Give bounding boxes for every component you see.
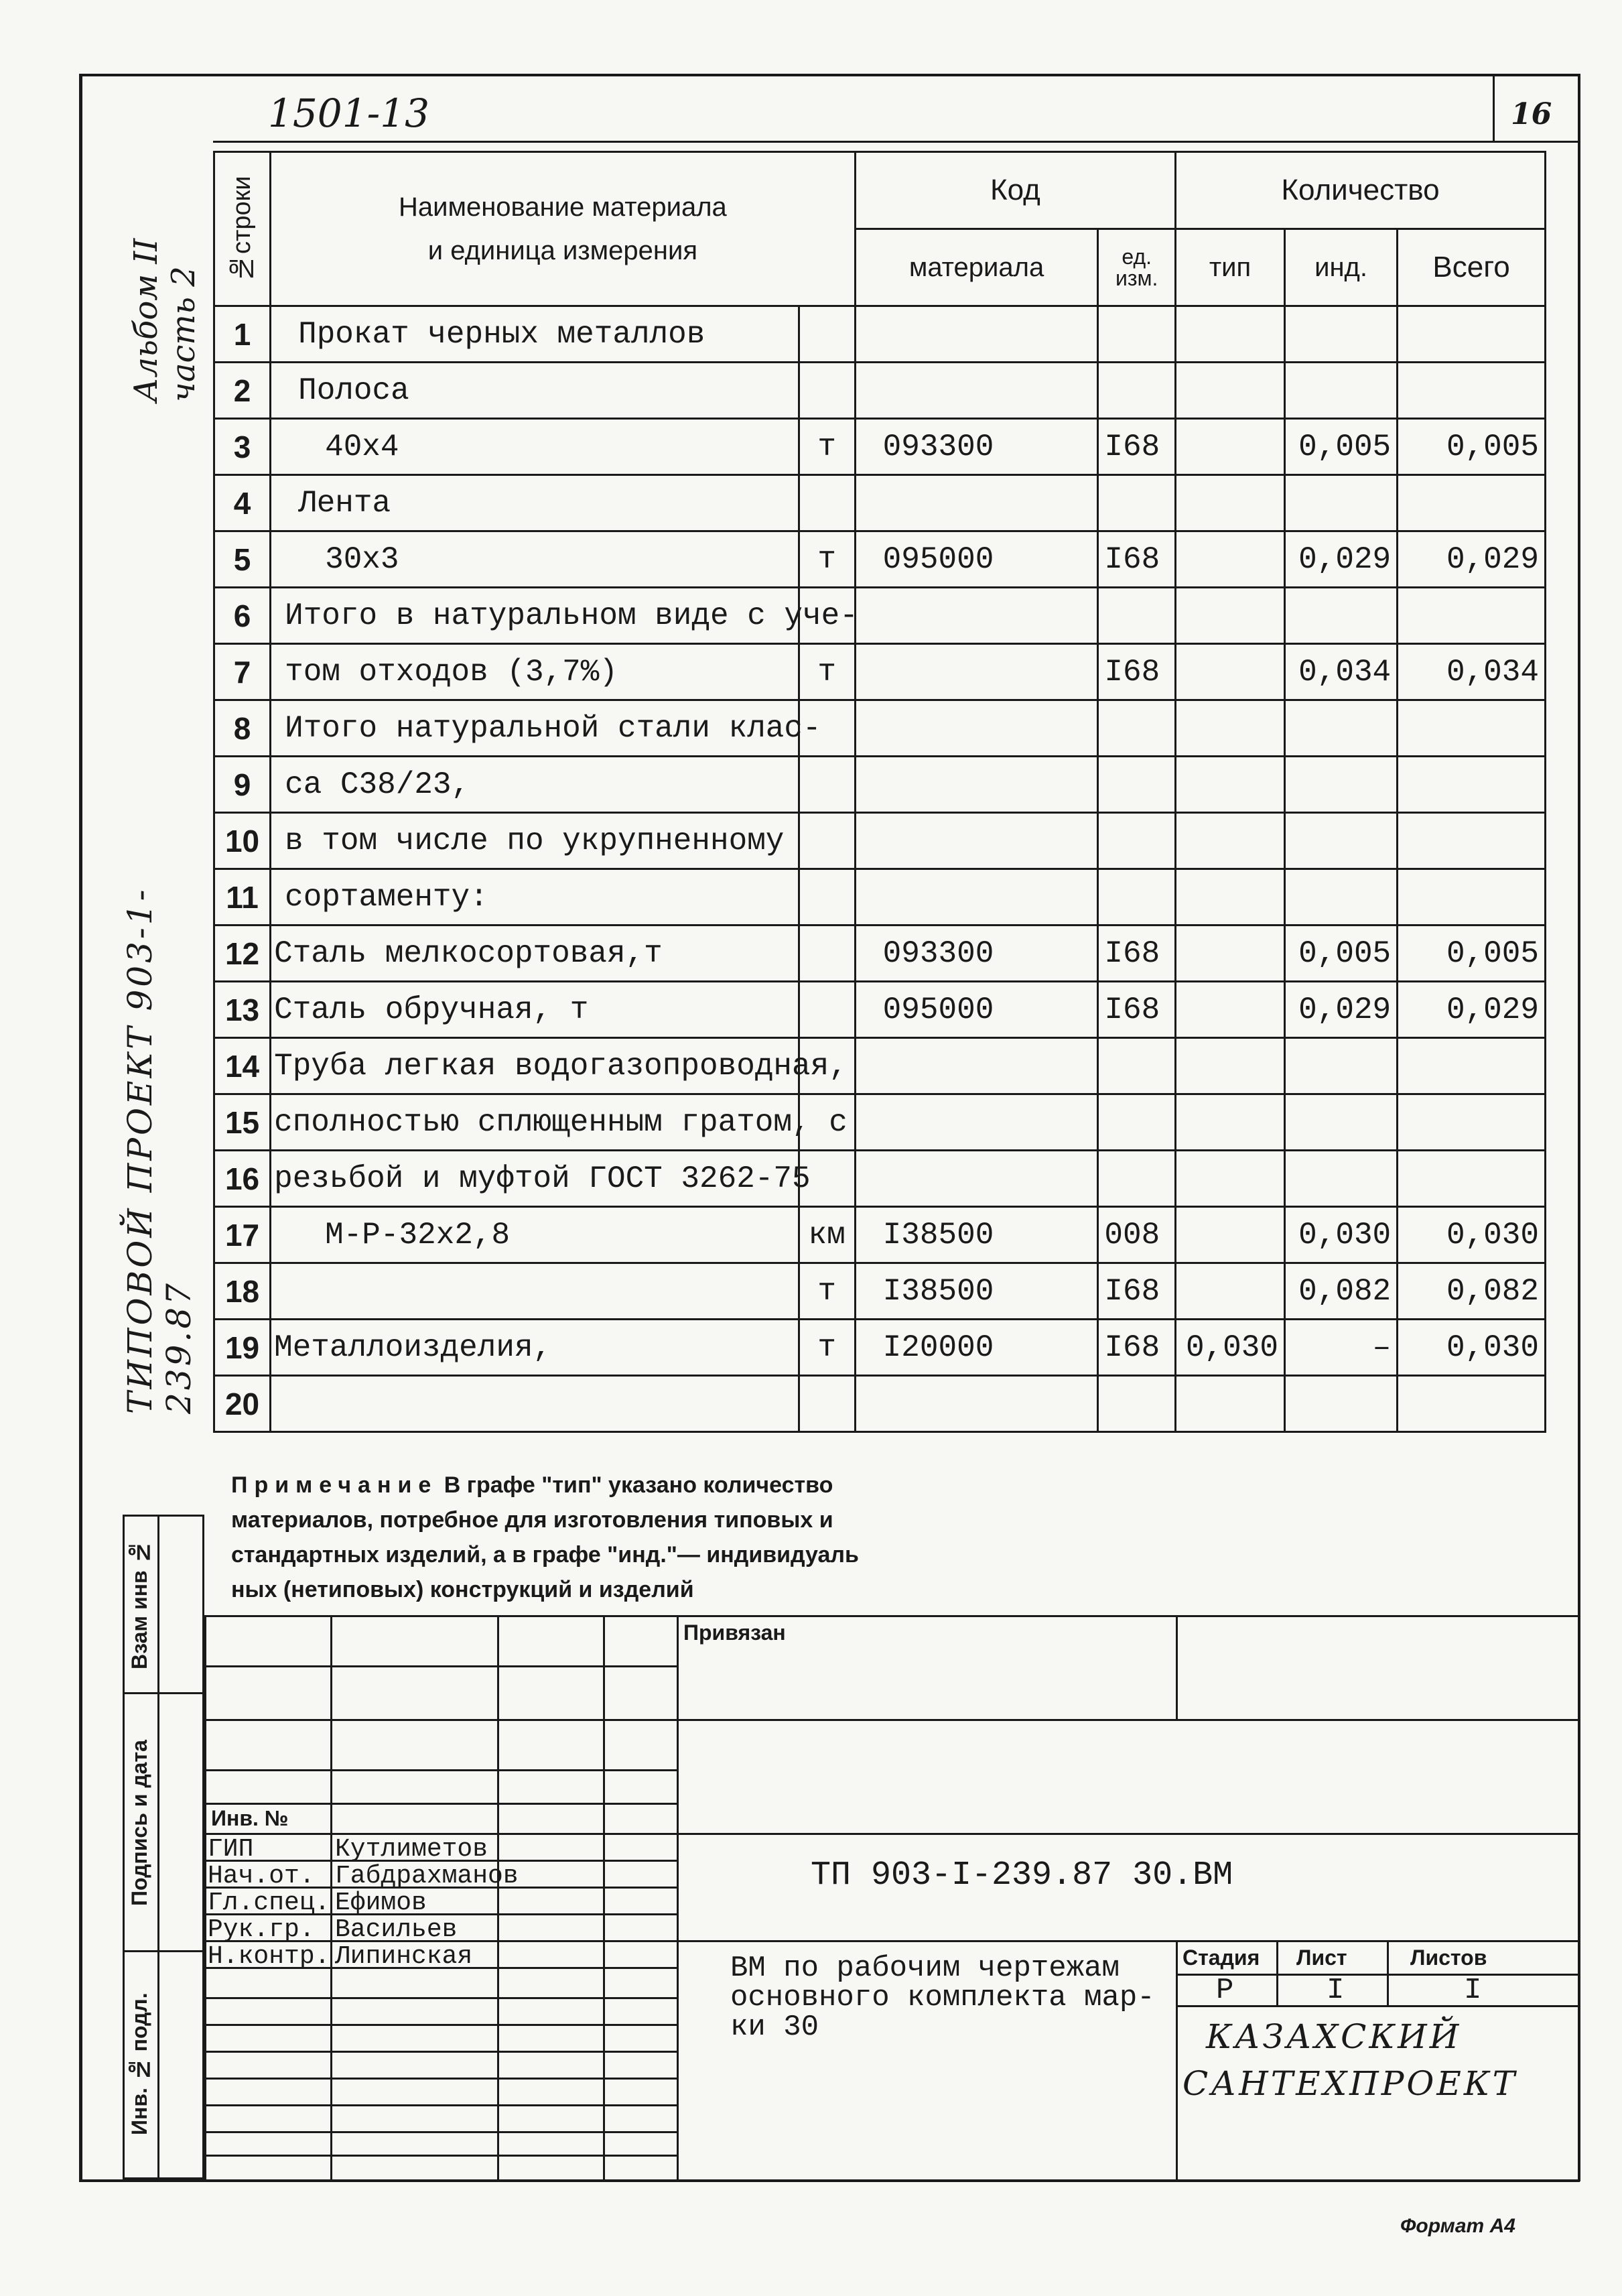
header-row-no: №строки [214, 152, 271, 306]
sig-hline-16 [204, 2155, 677, 2157]
qty-type [1176, 1151, 1285, 1207]
material-name: 40x4 [271, 419, 799, 475]
qty-type [1176, 813, 1285, 869]
material-name: М-Р-32x2,8 [271, 1207, 799, 1263]
measure-unit [799, 475, 855, 531]
person-name: Васильев [335, 1915, 458, 1944]
sig-hline-13 [204, 2078, 677, 2080]
unit-code: I68 [1098, 419, 1176, 475]
org-line-2: САНТЕХПРОЕКТ [1182, 2064, 1517, 2103]
table-row [214, 1038, 1546, 1094]
table-row [214, 1320, 1546, 1376]
row-number: 12 [214, 926, 271, 982]
header-ind: инд. [1284, 229, 1397, 306]
note-line-4: ных (нетиповых) конструкций и изделий [231, 1577, 694, 1602]
page-number: 16 [1511, 97, 1552, 131]
unit-code [1098, 700, 1176, 757]
table-row [214, 813, 1546, 869]
qty-total [1398, 1376, 1546, 1432]
note-line-2: материалов, потребное для изготовления типовых и [231, 1507, 833, 1533]
table-row [214, 588, 1546, 644]
row-number: 8 [214, 700, 271, 757]
qty-ind: 0,034 [1284, 644, 1397, 700]
qty-total [1398, 700, 1546, 757]
row-number: 20 [214, 1376, 271, 1432]
header-name: Наименование материала и единица измерения [271, 152, 856, 306]
material-name: Полоса [271, 363, 799, 419]
row-number: 7 [214, 644, 271, 700]
material-code [855, 644, 1098, 700]
row-number: 1 [214, 306, 271, 363]
person-role: ГИП [208, 1835, 254, 1864]
stage-value: Р [1216, 1974, 1234, 2007]
header-material: материала [855, 229, 1098, 306]
measure-unit [799, 363, 855, 419]
material-code: I20000 [855, 1320, 1098, 1376]
material-name: са С38/23, [271, 757, 799, 813]
row-number: 18 [214, 1263, 271, 1320]
row-number: 3 [214, 419, 271, 475]
sig-hline-2 [204, 1769, 677, 1771]
sig-hline-12 [204, 2051, 677, 2053]
row-number: 15 [214, 1094, 271, 1151]
material-name: Прокат черных металлов [271, 306, 799, 363]
qty-ind [1284, 1038, 1397, 1094]
stage-vline-1 [1276, 1940, 1278, 2007]
qty-total: 0,005 [1398, 419, 1546, 475]
row-number: 2 [214, 363, 271, 419]
material-code [855, 757, 1098, 813]
table-row [214, 982, 1546, 1038]
unit-code [1098, 306, 1176, 363]
qty-ind [1284, 1376, 1397, 1432]
table-row [214, 363, 1546, 419]
qty-type [1176, 869, 1285, 926]
person-role: Н.контр. [208, 1942, 330, 1971]
unit-code [1098, 813, 1176, 869]
table-row [214, 1263, 1546, 1320]
person-name: Габдрахманов [335, 1862, 519, 1891]
material-name: Итого натуральной стали клас- [271, 700, 799, 757]
qty-ind: 0,005 [1284, 926, 1397, 982]
qty-total: 0,034 [1398, 644, 1546, 700]
doc-description: ВМ по рабочим чертежам основного комплекта мар-ки 30 [730, 1952, 1155, 2044]
person-role: Нач.от. [208, 1862, 315, 1891]
measure-unit: т [799, 644, 855, 700]
qty-ind: 0,082 [1284, 1263, 1397, 1320]
sig-hline-11 [204, 2024, 677, 2026]
person-role: Рук.гр. [208, 1915, 315, 1944]
measure-unit: т [799, 1263, 855, 1320]
material-code [855, 869, 1098, 926]
table-row [214, 1207, 1546, 1263]
header-code: Код [855, 152, 1175, 229]
album-annotation: Альбом II часть 2 [127, 238, 202, 402]
person-name: Ефимов [335, 1889, 427, 1917]
sheets-label: Листов [1410, 1946, 1487, 1970]
qty-total: 0,029 [1398, 982, 1546, 1038]
material-code: 095000 [855, 982, 1098, 1038]
table-row [214, 475, 1546, 531]
sheet-label: Лист [1296, 1946, 1347, 1970]
qty-ind [1284, 588, 1397, 644]
vzam-label: Взам инв № [127, 1540, 151, 1670]
row-number: 17 [214, 1207, 271, 1263]
material-code [855, 363, 1098, 419]
material-name: сортаменту: [271, 869, 799, 926]
measure-unit [799, 306, 855, 363]
qty-total [1398, 1038, 1546, 1094]
measure-unit [799, 869, 855, 926]
header-type: тип [1176, 229, 1285, 306]
tb-hline-desc [677, 1940, 1580, 1942]
qty-total [1398, 1151, 1546, 1207]
measure-unit: км [799, 1207, 855, 1263]
measure-unit: т [799, 1320, 855, 1376]
unit-code: I68 [1098, 926, 1176, 982]
tb-vline-stage [1176, 1940, 1178, 2181]
qty-type [1176, 1263, 1285, 1320]
material-code [855, 475, 1098, 531]
sig-hline-15 [204, 2131, 677, 2133]
qty-total: 0,005 [1398, 926, 1546, 982]
unit-code [1098, 363, 1176, 419]
tb-hline-code [677, 1833, 1580, 1835]
qty-total [1398, 363, 1546, 419]
sig-hline-1 [204, 1719, 677, 1721]
page-number-divider [1493, 75, 1495, 142]
stage-label: Стадия [1182, 1946, 1260, 1970]
material-code [855, 700, 1098, 757]
qty-total [1398, 475, 1546, 531]
qty-type [1176, 588, 1285, 644]
qty-type [1176, 1038, 1285, 1094]
person-role: Гл.спец. [208, 1889, 330, 1917]
material-name: Лента [271, 475, 799, 531]
podpis-label: Подпись и дата [127, 1740, 151, 1906]
inv-no-label: Инв. № [211, 1806, 289, 1830]
qty-type [1176, 700, 1285, 757]
material-name: резьбой и муфтой ГОСТ 3262-75 [271, 1151, 799, 1207]
unit-code [1098, 588, 1176, 644]
measure-unit [799, 813, 855, 869]
qty-total: 0,082 [1398, 1263, 1546, 1320]
sig-hline-10 [204, 1997, 677, 1999]
material-code: 093300 [855, 419, 1098, 475]
frame-top [79, 74, 1580, 76]
row-number: 14 [214, 1038, 271, 1094]
table-row [214, 644, 1546, 700]
doc-code: ТП 903-I-239.87 30.ВМ [811, 1856, 1233, 1895]
org-line-1: КАЗАХСКИЙ [1206, 2017, 1462, 2056]
sig-vline-4 [677, 1615, 679, 2181]
qty-type [1176, 926, 1285, 982]
qty-type [1176, 306, 1285, 363]
sig-vline-1 [330, 1615, 332, 2181]
stage-hline-1 [1176, 1974, 1580, 1976]
qty-type [1176, 644, 1285, 700]
qty-type [1176, 757, 1285, 813]
qty-ind [1284, 1151, 1397, 1207]
row-number: 6 [214, 588, 271, 644]
row-number: 19 [214, 1320, 271, 1376]
row-number: 5 [214, 531, 271, 588]
header-unit: ед. изм. [1098, 229, 1176, 306]
tb-vline-privyazan [1176, 1615, 1178, 1721]
table-row [214, 700, 1546, 757]
qty-ind: 0,005 [1284, 419, 1397, 475]
measure-unit [799, 982, 855, 1038]
note [231, 1468, 859, 1607]
material-name: 30x3 [271, 531, 799, 588]
qty-total: 0,030 [1398, 1207, 1546, 1263]
table-row [214, 1094, 1546, 1151]
sheet-value: I [1327, 1974, 1345, 2007]
note-label: Примечание [231, 1472, 438, 1498]
unit-code [1098, 1094, 1176, 1151]
tb-hline-privyazan [677, 1719, 1580, 1721]
unit-code [1098, 1376, 1176, 1432]
unit-code: I68 [1098, 982, 1176, 1038]
material-code [855, 813, 1098, 869]
qty-total [1398, 757, 1546, 813]
qty-ind [1284, 869, 1397, 926]
material-name: Сталь мелкосортовая,т [271, 926, 799, 982]
frame-left [79, 74, 82, 2181]
qty-ind [1284, 363, 1397, 419]
side-stamp-row1 [123, 1692, 204, 1694]
table-row [214, 1151, 1546, 1207]
row-number: 4 [214, 475, 271, 531]
qty-type [1176, 363, 1285, 419]
qty-total: 0,030 [1398, 1320, 1546, 1376]
measure-unit [799, 1376, 855, 1432]
project-annotation: ТИПОВОЙ ПРОЕКТ 903-1-239.87 [121, 887, 198, 1414]
material-name: Металлоизделия, [271, 1320, 799, 1376]
note-line-1: В графе "тип" указано количество [444, 1472, 833, 1498]
qty-ind: 0,029 [1284, 982, 1397, 1038]
privyazan-label: Привязан [683, 1620, 786, 1645]
sig-hline-3 [204, 1803, 677, 1805]
header-total: Всего [1398, 229, 1546, 306]
material-code [855, 1151, 1098, 1207]
table-row [214, 869, 1546, 926]
unit-code [1098, 757, 1176, 813]
material-code [855, 1094, 1098, 1151]
unit-code: 008 [1098, 1207, 1176, 1263]
qty-type: 0,030 [1176, 1320, 1285, 1376]
table-row [214, 926, 1546, 982]
table-row [214, 757, 1546, 813]
qty-ind [1284, 475, 1397, 531]
measure-unit [799, 926, 855, 982]
qty-total [1398, 1094, 1546, 1151]
sig-hline-14 [204, 2104, 677, 2106]
stage-hline-2 [1176, 2005, 1580, 2007]
row-number: 16 [214, 1151, 271, 1207]
table-row [214, 419, 1546, 475]
qty-type [1176, 1376, 1285, 1432]
sheet-code: 1501-13 [268, 90, 430, 136]
qty-ind [1284, 700, 1397, 757]
material-name: том отходов (3,7%) [271, 644, 799, 700]
material-code [855, 1376, 1098, 1432]
unit-code [1098, 1151, 1176, 1207]
material-code: I38500 [855, 1207, 1098, 1263]
sig-hline-0 [204, 1665, 677, 1667]
material-code: 095000 [855, 531, 1098, 588]
side-stamp-divider [157, 1515, 159, 2179]
person-name: Кутлиметов [335, 1835, 488, 1864]
table-row [214, 306, 1546, 363]
qty-ind: 0,030 [1284, 1207, 1397, 1263]
qty-ind: 0,029 [1284, 531, 1397, 588]
qty-type [1176, 475, 1285, 531]
qty-type [1176, 531, 1285, 588]
table-row [214, 531, 1546, 588]
qty-ind [1284, 306, 1397, 363]
side-stamp-row2 [123, 1950, 204, 1952]
measure-unit [799, 757, 855, 813]
format-label: Формат А4 [1400, 2215, 1515, 2237]
unit-code: I68 [1098, 1263, 1176, 1320]
row-number: 9 [214, 757, 271, 813]
qty-type [1176, 1094, 1285, 1151]
qty-total: 0,029 [1398, 531, 1546, 588]
material-name [271, 1376, 799, 1432]
header-divider [213, 141, 1580, 143]
sig-vline-2 [497, 1615, 499, 2181]
qty-ind [1284, 813, 1397, 869]
header-quantity: Количество [1176, 152, 1546, 229]
qty-type [1176, 1207, 1285, 1263]
material-code: 093300 [855, 926, 1098, 982]
table-row [214, 1376, 1546, 1432]
note-line-3: стандартных изделий, а в графе "инд."— индивидуаль [231, 1542, 859, 1568]
qty-total [1398, 869, 1546, 926]
material-code: I38500 [855, 1263, 1098, 1320]
inv-podl-label: Инв. № подл. [127, 1992, 151, 2136]
material-name: Сталь обручная, т [271, 982, 799, 1038]
material-name: Труба легкая водогазопроводная, [271, 1038, 799, 1094]
measure-unit: т [799, 531, 855, 588]
qty-type [1176, 419, 1285, 475]
row-number: 13 [214, 982, 271, 1038]
person-name: Липинская [335, 1942, 473, 1971]
row-number: 11 [214, 869, 271, 926]
material-name [271, 1263, 799, 1320]
unit-code [1098, 869, 1176, 926]
qty-ind [1284, 757, 1397, 813]
material-name: сполностью сплющенным гратом, с [271, 1094, 799, 1151]
unit-code [1098, 1038, 1176, 1094]
sig-vline-3 [603, 1615, 605, 2181]
measure-unit: т [799, 419, 855, 475]
unit-code: I68 [1098, 1320, 1176, 1376]
qty-ind [1284, 1094, 1397, 1151]
qty-total [1398, 813, 1546, 869]
material-name: Итого в натуральном виде с уче- [271, 588, 799, 644]
qty-total [1398, 588, 1546, 644]
unit-code: I68 [1098, 531, 1176, 588]
materials-table [213, 151, 1546, 1433]
material-code [855, 588, 1098, 644]
sheets-value: I [1464, 1974, 1482, 2007]
row-number: 10 [214, 813, 271, 869]
unit-code: I68 [1098, 644, 1176, 700]
stage-vline-2 [1387, 1940, 1389, 2007]
material-code [855, 1038, 1098, 1094]
qty-type [1176, 982, 1285, 1038]
material-name: в том числе по укрупненному [271, 813, 799, 869]
unit-code [1098, 475, 1176, 531]
qty-ind: – [1284, 1320, 1397, 1376]
material-code [855, 306, 1098, 363]
qty-total [1398, 306, 1546, 363]
